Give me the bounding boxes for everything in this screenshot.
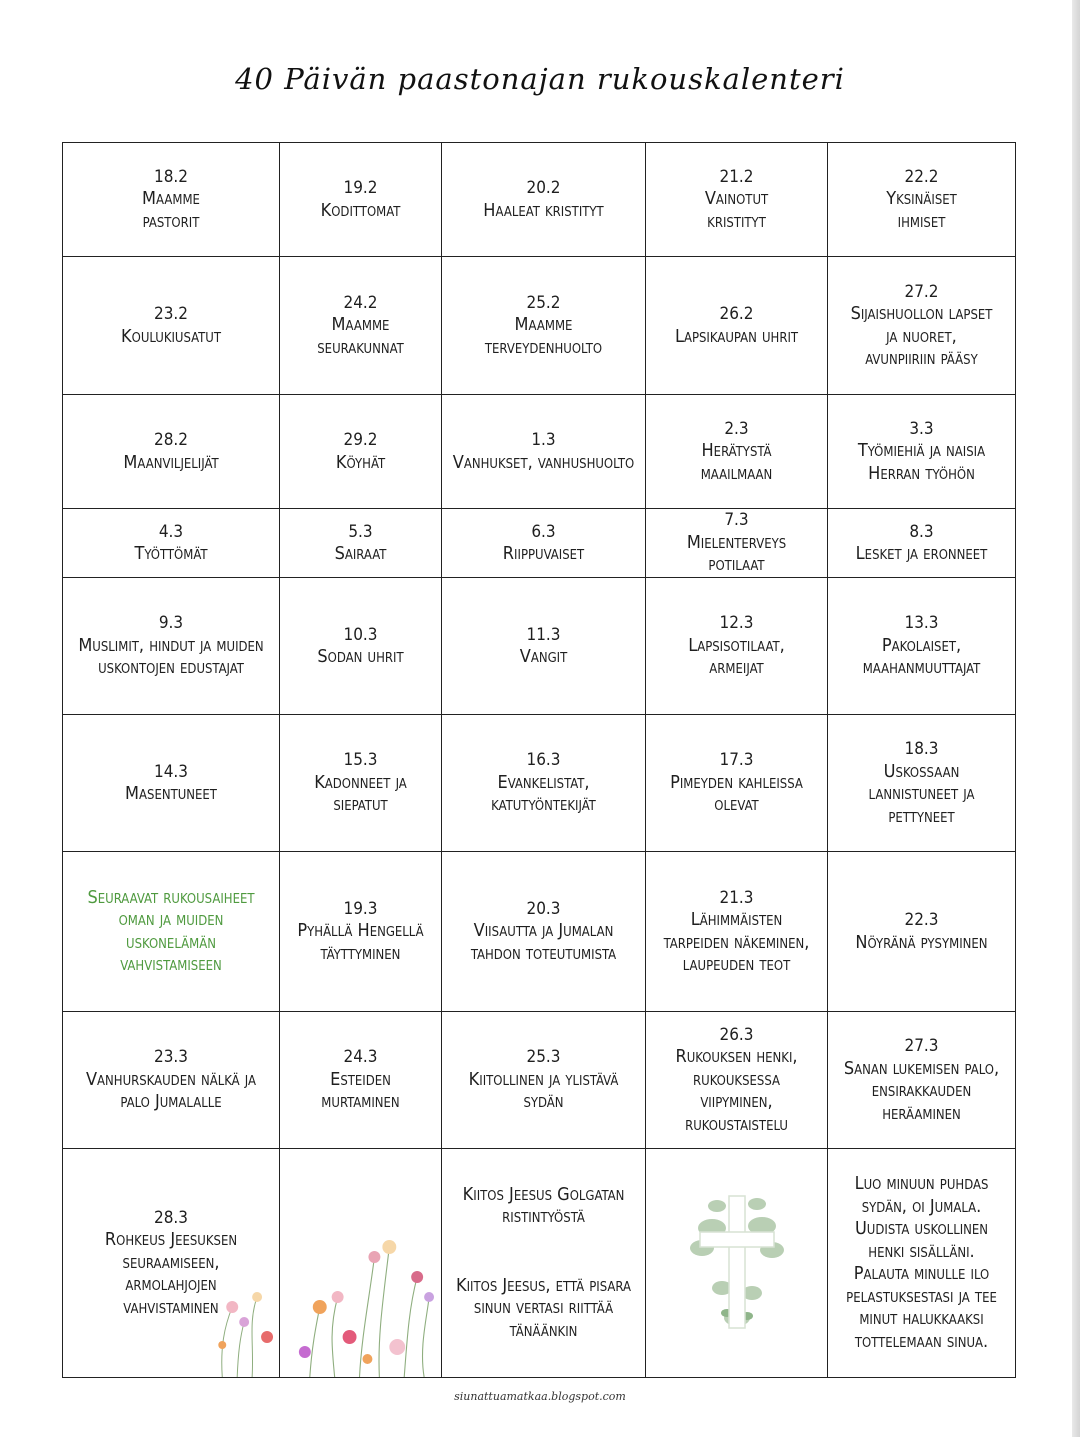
cell-date: 9.3 bbox=[158, 613, 184, 634]
cell-date: 2.3 bbox=[724, 418, 749, 439]
calendar-cell bbox=[646, 395, 828, 509]
cell-topic: Sairaat bbox=[334, 543, 387, 564]
calendar-cell bbox=[828, 143, 1016, 257]
cell-date: 18.2 bbox=[153, 166, 189, 187]
calendar-cell bbox=[63, 257, 280, 395]
cell-topic: Muslimit, hindut ja muiden uskontojen edustajat bbox=[78, 634, 264, 679]
cell-date: 20.2 bbox=[526, 178, 561, 198]
calendar-cell bbox=[828, 852, 1016, 1012]
cell-topic: Lapsisotilaat, armeijat bbox=[688, 634, 785, 679]
calendar-cell bbox=[280, 143, 442, 257]
cell-topic: Rukouksen henki, rukouksessa viipyminen, rukoustaistelu bbox=[675, 1046, 798, 1135]
cell-date: 3.3 bbox=[909, 418, 934, 439]
cell-topic: Herätystä maailmaan bbox=[700, 440, 773, 484]
calendar-cell bbox=[280, 852, 442, 1012]
page-edge-shadow bbox=[1072, 0, 1080, 1437]
cell-date: 26.3 bbox=[719, 1024, 754, 1045]
cell-topic: Nöyränä pysyminen bbox=[855, 931, 988, 953]
cell-date: 24.3 bbox=[343, 1047, 378, 1068]
table-row bbox=[63, 257, 1016, 395]
cell-topic: Vainotut kristityt bbox=[704, 188, 769, 232]
cell-date: 27.3 bbox=[904, 1036, 939, 1056]
cell-topic: Maamme terveydenhuolto bbox=[484, 314, 603, 358]
calendar-cell bbox=[646, 1012, 828, 1149]
cell-date: 24.2 bbox=[343, 292, 378, 313]
calendar-cell bbox=[646, 852, 828, 1012]
cell-topic: Kodittomat bbox=[320, 199, 401, 221]
cell-date: 25.3 bbox=[526, 1047, 561, 1068]
calendar-cell bbox=[646, 509, 828, 578]
thanks-golgatha-text: Kiitos Jeesus Golgatan ristintyöstä bbox=[462, 1183, 625, 1228]
cell-topic: Vanhurskauden nälkä ja palo Jumalalle bbox=[85, 1068, 257, 1113]
cell-topic: Yksinäiset ihmiset bbox=[886, 188, 957, 232]
calendar-cell bbox=[646, 1149, 828, 1378]
spacer bbox=[448, 1229, 639, 1275]
cell-topic: Lesket ja eronneet bbox=[855, 543, 988, 564]
calendar-cell bbox=[442, 257, 646, 395]
cell-topic: Pyhällä Hengellä täyttyminen bbox=[297, 920, 424, 964]
calendar-cell bbox=[646, 143, 828, 257]
cell-topic: Köyhät bbox=[335, 451, 386, 473]
calendar-cell bbox=[828, 395, 1016, 509]
cross-icon bbox=[682, 1188, 792, 1338]
cell-date: 21.3 bbox=[719, 887, 754, 908]
cell-topic: Sanan lukemisen palo, ensirakkauden heräaminen bbox=[843, 1057, 1000, 1124]
calendar-cell bbox=[442, 1012, 646, 1149]
cell-date: 16.3 bbox=[526, 750, 561, 771]
cell-topic: Haaleat kristityt bbox=[483, 199, 604, 221]
cell-topic: Maamme pastorit bbox=[142, 188, 200, 232]
cell-date: 28.2 bbox=[153, 430, 189, 450]
prayer-calendar-table bbox=[62, 142, 1016, 1378]
cell-date: 13.3 bbox=[904, 613, 939, 634]
cell-date: 22.3 bbox=[904, 910, 939, 930]
calendar-cell bbox=[828, 1149, 1016, 1378]
cell-date: 11.3 bbox=[526, 624, 561, 645]
table-row bbox=[63, 143, 1016, 257]
calendar-cell bbox=[828, 509, 1016, 578]
wildflowers-illustration bbox=[280, 1187, 441, 1377]
cell-topic: Viisautta ja Jumalan tahdon toteutumista bbox=[470, 920, 617, 964]
cell-topic: Pakolaiset, maahanmuuttajat bbox=[862, 634, 981, 679]
cell-topic: Pimeyden kahleissa olevat bbox=[670, 771, 803, 816]
calendar-cell bbox=[63, 1149, 280, 1378]
cell-topic: Evankelistat, katutyöntekijät bbox=[491, 771, 596, 816]
calendar-cell bbox=[646, 715, 828, 852]
cell-date: 19.2 bbox=[343, 178, 378, 198]
cell-date: 8.3 bbox=[909, 521, 934, 542]
calendar-cell bbox=[442, 852, 646, 1012]
calendar-cell bbox=[646, 257, 828, 395]
cell-topic: Masentuneet bbox=[125, 783, 217, 804]
cell-topic: Sijaishuollon lapset ja nuoret, avunpiiriin pääsy bbox=[850, 303, 993, 369]
table-row bbox=[63, 1012, 1016, 1149]
calendar-cell bbox=[280, 509, 442, 578]
calendar-cell bbox=[63, 852, 280, 1012]
cell-topic: Lähimmäisten tarpeiden näkeminen, laupeuden teot bbox=[663, 909, 810, 975]
cell-date: 23.3 bbox=[153, 1047, 189, 1068]
calendar-cell bbox=[63, 578, 280, 715]
table-row bbox=[63, 852, 1016, 1012]
cell-date: 7.3 bbox=[724, 510, 749, 531]
calendar-cell bbox=[63, 509, 280, 578]
cell-date: 1.3 bbox=[531, 430, 556, 450]
cell-topic: Kiitollinen ja ylistävä sydän bbox=[468, 1068, 619, 1113]
cell-topic: Vangit bbox=[519, 646, 568, 667]
cell-topic: Työmiehiä ja naisia Herran työhön bbox=[857, 440, 986, 484]
cell-date: 25.2 bbox=[526, 292, 561, 313]
calendar-cell bbox=[280, 1012, 442, 1149]
table-row bbox=[63, 395, 1016, 509]
table-row bbox=[63, 509, 1016, 578]
cell-topic: Lapsikaupan uhrit bbox=[674, 325, 799, 347]
cell-date: 4.3 bbox=[158, 521, 184, 542]
calendar-cell bbox=[646, 578, 828, 715]
table-row bbox=[63, 1149, 1016, 1378]
page-title: 40 Päivän paastonajan rukouskalenteri bbox=[235, 62, 845, 96]
cell-topic: Mielenterveys potilaat bbox=[686, 531, 787, 576]
cell-date: 22.2 bbox=[904, 166, 939, 187]
calendar-cell bbox=[828, 1012, 1016, 1149]
cell-date: 21.2 bbox=[719, 166, 754, 187]
cell-topic: Esteiden murtaminen bbox=[321, 1068, 400, 1113]
calendar-cell bbox=[442, 1149, 646, 1378]
calendar-cell bbox=[828, 257, 1016, 395]
calendar-cell bbox=[442, 143, 646, 257]
table-row bbox=[63, 715, 1016, 852]
cell-date: 12.3 bbox=[719, 613, 754, 634]
cell-date: 19.3 bbox=[343, 898, 378, 919]
cell-date: 14.3 bbox=[153, 761, 189, 782]
cell-date: 18.3 bbox=[904, 739, 939, 759]
cell-topic: Koulukiusatut bbox=[121, 325, 221, 347]
cell-date: 23.2 bbox=[153, 304, 189, 324]
calendar-cell bbox=[828, 578, 1016, 715]
calendar-cell bbox=[442, 509, 646, 578]
cell-date: 17.3 bbox=[719, 750, 754, 771]
cell-topic: Maanviljelijät bbox=[123, 451, 219, 473]
cell-topic: Kadonneet ja siepatut bbox=[314, 771, 407, 816]
table-row bbox=[63, 578, 1016, 715]
calendar-cell bbox=[280, 257, 442, 395]
psalm-prayer-text: Luo minuun puhdas sydän, oi Jumala. Uudista uskollinen henki sisälläni. Palauta minulle ilo pelastuksestasi ja tee minut halukkaaksi tottelemaan sinua. bbox=[846, 1173, 997, 1352]
cell-date: 5.3 bbox=[348, 521, 373, 542]
section-heading-green: Seuraavat rukousaiheet oman ja muiden uskonelämän vahvistamiseen bbox=[87, 886, 255, 975]
calendar-cell bbox=[63, 143, 280, 257]
calendar-cell bbox=[63, 1012, 280, 1149]
cell-date: 28.3 bbox=[153, 1207, 189, 1228]
calendar-cell bbox=[442, 395, 646, 509]
calendar-cell bbox=[280, 578, 442, 715]
cell-date: 29.2 bbox=[343, 430, 378, 450]
cell-date: 10.3 bbox=[343, 624, 378, 645]
cell-topic: Sodan uhrit bbox=[317, 646, 404, 667]
cell-date: 26.2 bbox=[719, 304, 754, 324]
cell-date: 27.2 bbox=[904, 281, 939, 302]
cell-topic: Riippuvaiset bbox=[502, 543, 585, 564]
cell-topic: Vanhukset, vanhushuolto bbox=[452, 451, 635, 473]
calendar-cell bbox=[442, 578, 646, 715]
calendar-cell bbox=[442, 715, 646, 852]
cell-date: 15.3 bbox=[343, 750, 378, 771]
calendar-cell bbox=[63, 395, 280, 509]
calendar-cell bbox=[63, 715, 280, 852]
cell-date: 6.3 bbox=[531, 521, 556, 542]
calendar-cell bbox=[280, 715, 442, 852]
cell-topic: Työttömät bbox=[134, 543, 208, 564]
calendar-cell bbox=[280, 1149, 442, 1378]
calendar-cell bbox=[280, 395, 442, 509]
cell-topic: Maamme seurakunnat bbox=[317, 314, 404, 358]
cell-date: 20.3 bbox=[526, 898, 561, 919]
blog-url-footer: siunattuamatkaa.blogspot.com bbox=[454, 1390, 626, 1403]
thanks-blood-text: Kiitos Jeesus, että pisara sinun vertasi riittää tänäänkin bbox=[455, 1274, 631, 1341]
cell-topic: Rohkeus Jeesuksen seuraamiseen, armolahjojen vahvistaminen bbox=[104, 1229, 238, 1318]
calendar-cell bbox=[828, 715, 1016, 852]
cell-topic: Uskossaan lannistuneet ja pettyneet bbox=[868, 760, 975, 827]
